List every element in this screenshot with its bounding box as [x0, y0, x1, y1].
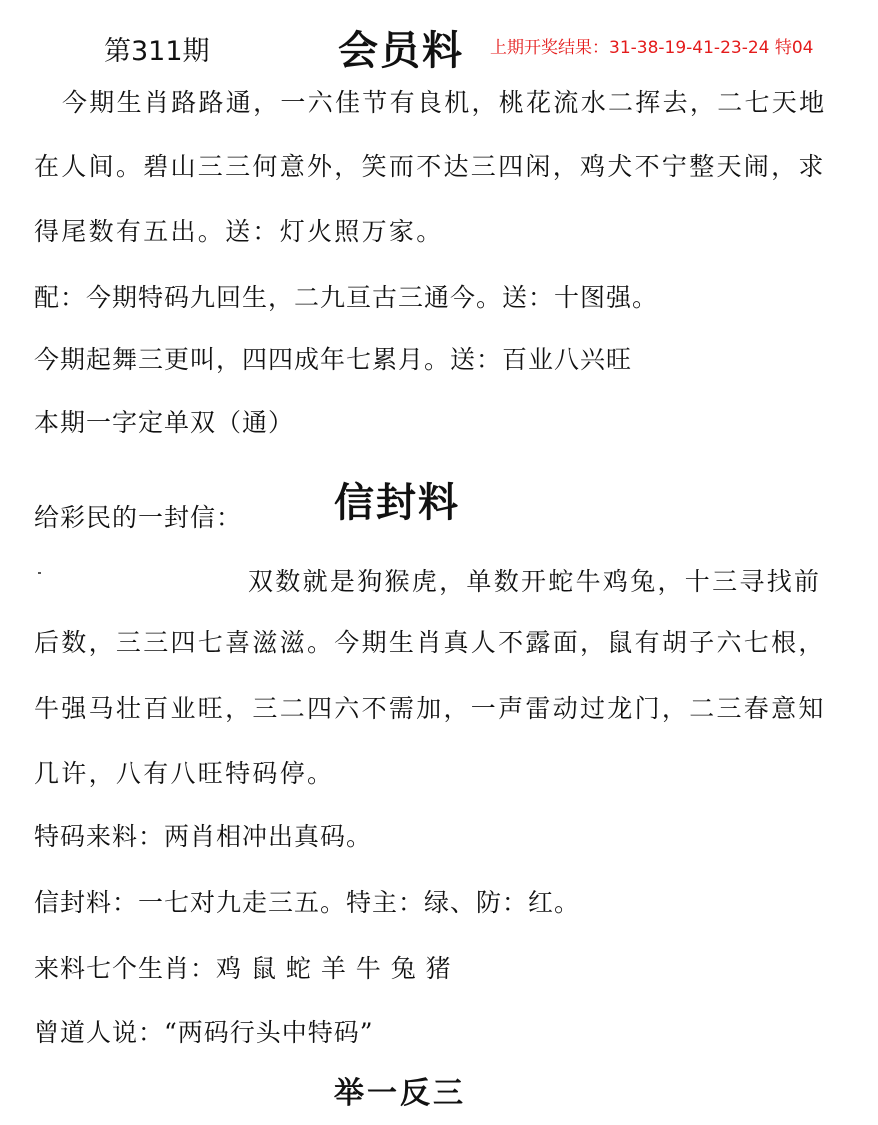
- envelope-line-3: 牛强马壮百业旺，三二四六不需加，一声雷动过龙门，二三春意知: [34, 694, 826, 723]
- member-line-3: 得尾数有五出。送：灯火照万家。: [34, 217, 444, 246]
- letter-label: 给彩民的一封信：: [34, 503, 243, 532]
- special-source-line: 特码来料：两肖相冲出真码。: [34, 822, 373, 851]
- envelope-title: 信封料: [334, 479, 460, 526]
- issue-number: 第311期: [104, 36, 210, 67]
- envelope-line-4: 几许，八有八旺特码停。: [34, 759, 335, 788]
- previous-result: 上期开奖结果：31-38-19-41-23-24 特04: [490, 38, 814, 58]
- member-line-1: 今期生肖路路通，一六佳节有良机，桃花流水二挥去，二七天地: [62, 88, 827, 117]
- member-line-4: 配：今期特码九回生，二九亘古三通今。送：十图强。: [34, 283, 659, 312]
- member-line-6: 本期一字定单双（通）: [34, 408, 295, 437]
- footer-title: 举一反三: [334, 1076, 466, 1111]
- member-line-5: 今期起舞三更叫，四四成年七累月。送：百业八兴旺: [34, 345, 633, 374]
- seven-zodiacs-line: 来料七个生肖：鸡 鼠 蛇 羊 牛 兔 猪: [34, 954, 452, 983]
- member-line-2: 在人间。碧山三三何意外，笑而不达三四闲，鸡犬不宁整天闹，求: [34, 152, 826, 181]
- saying-line: 曾道人说：“两码行头中特码”: [34, 1018, 374, 1047]
- envelope-line-1: 双数就是狗猴虎，单数开蛇牛鸡兔，十三寻找前: [248, 567, 822, 596]
- page-title: 会员料: [338, 27, 464, 74]
- envelope-material-line: 信封料：一七对九走三五。特主：绿、防：红。: [34, 888, 581, 917]
- envelope-line-2: 后数，三三四七喜滋滋。今期生肖真人不露面，鼠有胡子六七根，: [34, 628, 826, 657]
- speck-mark: [38, 572, 41, 574]
